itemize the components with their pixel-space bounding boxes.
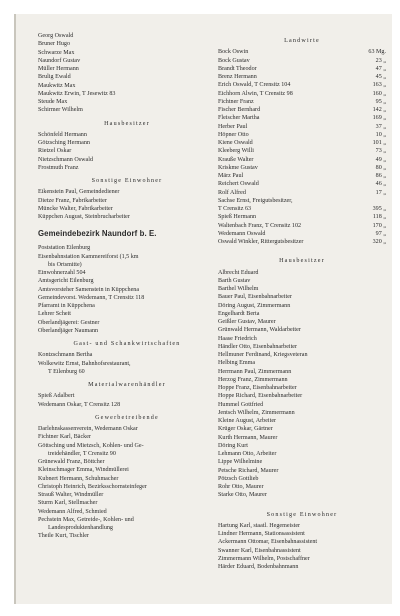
directory-entry [218, 73, 396, 81]
entry-text: Herzog Franz, Zimmermann [218, 376, 288, 383]
entry-text: Krüger Oskar, Gärtner [218, 426, 273, 433]
directory-entry [218, 475, 396, 483]
directory-entry [218, 318, 396, 326]
directory-entry [38, 32, 216, 40]
right-column [218, 32, 396, 571]
entry-text: Kleeberg Willi [218, 148, 254, 155]
entry-text: Georg Oswald [38, 33, 74, 39]
directory-entry [218, 197, 396, 205]
entry-text: Grünwald Hermann, Waldarbeiter [218, 327, 301, 334]
entry-acreage: 45 „ [375, 74, 386, 80]
directory-entry [218, 522, 396, 530]
directory-entry [38, 499, 216, 507]
entry-text: Theile Kurt, Tischler [38, 533, 89, 540]
directory-entry [218, 114, 396, 122]
directory-entry [38, 106, 216, 114]
directory-entry [38, 40, 216, 48]
directory-entry [218, 106, 396, 114]
directory-entry [38, 491, 216, 499]
section-heading: Sonstige Einwohner [266, 511, 338, 518]
directory-entry [218, 359, 396, 367]
entry-text: Kriskme Gustav [218, 164, 258, 171]
entry-text: Oberlandjägerei: Gestner [38, 319, 100, 326]
entry-acreage: 46 „ [375, 181, 386, 188]
entry-acreage: 170 „ [372, 222, 386, 229]
district-heading: Gemeindebezirk Naundorf b. E. [38, 229, 157, 239]
directory-entry [38, 244, 216, 252]
directory-entry [218, 205, 396, 213]
directory-entry [218, 147, 396, 155]
left-column [38, 32, 216, 541]
directory-entry [218, 351, 396, 359]
spacer [218, 500, 396, 506]
directory-entry [218, 164, 396, 172]
entry-text: Naundorf Gustav [38, 57, 81, 64]
entry-text: Haase Friedrich [218, 335, 257, 342]
entry-text: Pfarramt in Küppchena [38, 303, 95, 309]
section-heading: Hausbesitzer [104, 120, 150, 127]
directory-entry [38, 532, 216, 540]
entry-acreage: 395 „ [372, 206, 386, 212]
entry-text: Pechstein Max, Getreide-, Kohlen- und [38, 516, 134, 523]
directory-entry [38, 82, 216, 90]
entry-text: Eisenbahnstation Kammereiforst (1,5 km [38, 253, 139, 260]
directory-entry [218, 269, 396, 277]
entry-text: Amtsgericht Eilenburg [38, 278, 94, 285]
directory-entry [38, 131, 216, 139]
directory-entry [218, 555, 396, 563]
directory-entry [218, 156, 396, 164]
entry-text: Döring August, Zimmermann [218, 302, 291, 309]
directory-entry [218, 222, 396, 230]
entry-text: Kiene Oswald [218, 140, 253, 146]
entry-text: Fleischer Martha [218, 115, 260, 122]
entry-acreage: 47 „ [375, 65, 386, 72]
directory-entry [38, 164, 216, 172]
directory-entry [218, 563, 396, 571]
directory-entry [218, 213, 396, 221]
directory-entry [218, 98, 396, 106]
directory-entry [38, 351, 216, 359]
directory-entry [218, 547, 396, 555]
directory-entry [38, 516, 216, 524]
entry-text: Kurth Hermann, Maurer [218, 434, 278, 441]
entry-text: Brulig Ewald [38, 74, 71, 81]
entry-text: Händler Otto, Eisenbahnarbeiter [218, 343, 298, 350]
directory-entry [218, 189, 396, 197]
directory-entry [38, 310, 216, 318]
entry-text: Kontzschmann Bertha [38, 352, 93, 359]
directory-entry [38, 65, 216, 73]
entry-text: Hoppe Franz, Eisenbahnarbeiter [218, 385, 297, 391]
entry-text: Maukwitz Max [38, 82, 76, 89]
entry-text: Lindner Hermann, Stationsassistent [218, 531, 305, 537]
entry-text: Waltenbach Franz, T Crensitz 102 [218, 222, 302, 229]
entry-text: Müller Hermann [38, 66, 79, 72]
directory-entry [38, 277, 216, 285]
entry-text: Wolkewitz Ernst, Bahnhofsrestaurant, [38, 360, 131, 367]
directory-entry [218, 302, 396, 310]
entry-text: Wedemann Oskar, T Crensitz 128 [38, 401, 121, 408]
entry-text: Frostmuth Franz [38, 164, 79, 171]
entry-text: Oswald Winkler, Rittergutsbesitzer [218, 239, 304, 245]
entry-text: Krauße Walter [218, 156, 254, 163]
directory-entry [218, 491, 396, 499]
entry-text: Dietze Franz, Fabrikarbeiter [38, 197, 107, 204]
entry-text: Einwohnerzahl 504 [38, 270, 86, 276]
directory-entry [218, 310, 396, 318]
entry-text: Rohr Otto, Maurer [218, 484, 264, 490]
entry-text: Schönfeld Hermann [38, 131, 87, 138]
directory-entry [38, 508, 216, 516]
entry-text: Oberlandjäger Naumann [38, 327, 99, 334]
entry-text: Wedemann Alfred, Schmied [38, 508, 107, 515]
entry-acreage: 10 „ [375, 131, 386, 138]
entry-text: Schirmer Wilhelm [38, 107, 83, 114]
directory-entry [38, 205, 216, 213]
entry-text: Lippe Wilhelmine [218, 459, 263, 466]
entry-text: Sachse Ernst, Freigutsbesitzer, [218, 197, 293, 204]
directory-entry [218, 277, 396, 285]
entry-text: Brenz Hermann [218, 74, 257, 80]
directory-entry [218, 180, 396, 188]
entry-text: Ackermann Ottomar, Eisenbahnassistent [218, 539, 318, 546]
entry-text: Erich Oswald, T Crensitz 104 [218, 82, 291, 89]
entry-acreage: 169 „ [372, 115, 386, 122]
section-heading: Sonstige Einwohner [91, 178, 163, 184]
directory-entry [38, 90, 216, 98]
entry-acreage: 37 „ [375, 123, 386, 130]
entry-acreage: 49 „ [375, 156, 386, 163]
directory-entry [38, 450, 216, 458]
directory-entry [218, 343, 396, 351]
directory-entry [38, 147, 216, 155]
entry-text: Reichert Oswald [218, 181, 259, 188]
entry-text: Geißler Gustav, Maurer [218, 319, 276, 325]
entry-acreage: 101 „ [372, 140, 386, 146]
directory-entry [218, 467, 396, 475]
directory-entry [218, 442, 396, 450]
directory-entry [38, 73, 216, 81]
directory-entry [38, 197, 216, 205]
directory-entry [218, 384, 396, 392]
entry-acreage: 17 „ [375, 189, 386, 196]
directory-entry [218, 368, 396, 376]
entry-text: Albrecht Eduard [218, 269, 259, 276]
entry-acreage: 86 „ [375, 173, 386, 179]
directory-entry [218, 401, 396, 409]
directory-entry [218, 409, 396, 417]
directory-entry [218, 90, 396, 98]
directory-entry [38, 425, 216, 433]
entry-text: Küppchen August, Steinbrucharbeiter [38, 214, 130, 220]
entry-text: Kubnert Hermann, Schuhmacher [38, 475, 119, 482]
entry-text: Barth Gustav [218, 277, 251, 284]
directory-entry [218, 538, 396, 546]
entry-text: treidehändler, T Crensitz 90 [48, 450, 116, 457]
directory-entry [218, 230, 396, 238]
directory-entry [218, 326, 396, 334]
entry-text: Bock Gustav [218, 57, 250, 64]
entry-text: Zimmermann Wilhelm, Postschaffner [218, 555, 310, 562]
entry-text: Brandt Theodor [218, 65, 257, 72]
directory-entry [38, 286, 216, 294]
entry-text: Nietzschmann Oswald [38, 156, 93, 163]
entry-text: Wedemann Oswald [218, 230, 266, 237]
entry-acreage: 160 „ [372, 90, 386, 97]
directory-entry [218, 530, 396, 538]
entry-text: Härder Eduard, Bodenbahnmann [218, 564, 299, 570]
entry-text: Grünewald Franz, Böttcher [38, 459, 105, 465]
directory-entry [218, 238, 396, 246]
entry-text: Poststation Eilenburg [38, 245, 91, 252]
entry-acreage: 63 Mg. [368, 49, 386, 56]
entry-text: Pötzsch Gottlieb [218, 475, 259, 482]
entry-text: Bruner Hugo [38, 41, 70, 48]
entry-text: Hoppe Richard, Eisenbahnarbeiter [218, 393, 303, 400]
entry-text: Sturm Karl, Stellmacher [38, 500, 98, 507]
directory-entry [38, 49, 216, 57]
entry-text: Hellmuner Ferdinand, Kriegsveteran [218, 352, 308, 358]
directory-entry [38, 261, 216, 269]
directory-entry [38, 327, 216, 335]
entry-text: Starke Otto, Maurer [218, 492, 267, 499]
entry-text: Engelhardt Berta [218, 310, 260, 317]
entry-text: Jentsch Wilhelm, Zimmermann [218, 409, 295, 416]
directory-entry [38, 433, 216, 441]
directory-entry [218, 57, 396, 65]
directory-entry [38, 458, 216, 466]
directory-entry [218, 450, 396, 458]
entry-text: Landesproduktenhandlung [48, 525, 113, 531]
directory-entry [38, 213, 216, 221]
entry-text: Amtsvorsteher Samenstein in Küppchena [38, 286, 140, 293]
directory-entry [218, 65, 396, 73]
entry-text: März Paul [218, 173, 244, 179]
section-heading: Materialwarenhändler [88, 382, 166, 388]
entry-text: Hartung Karl, staatl. Hegemeister [218, 522, 301, 529]
directory-entry [38, 98, 216, 106]
entry-text: Eikenstein Paul, Gemeindediener [38, 189, 120, 196]
entry-text: Götzsching Hermann [38, 140, 90, 146]
entry-text: Lehmann Otto, Arbeiter [218, 451, 277, 457]
entry-text: Darlehnskassenverein, Wedemann Oskar [38, 426, 138, 432]
entry-text: Rietzel Oskar [38, 148, 72, 155]
directory-entry [218, 285, 396, 293]
directory-page [14, 14, 392, 604]
directory-entry [38, 319, 216, 327]
spacer [218, 246, 396, 252]
directory-entry [218, 417, 396, 425]
directory-entry [38, 360, 216, 368]
entry-text: Barthel Wilhelm [218, 286, 259, 292]
entry-text: bis Ortsmitte) [48, 261, 82, 268]
entry-text: Herrmann Paul, Zimmermann [218, 368, 292, 375]
entry-text: Bauer Paul, Eisenbahnarbeiter [218, 294, 292, 301]
entry-acreage: 97 „ [375, 230, 386, 237]
entry-acreage: 320 „ [372, 239, 386, 245]
entry-text: Höpner Otto [218, 131, 249, 138]
directory-entry [218, 48, 396, 56]
entry-text: Spieß Adalbert [38, 393, 75, 400]
directory-entry [38, 401, 216, 409]
entry-acreage: 95 „ [375, 98, 386, 105]
entry-acreage: 80 „ [375, 164, 386, 171]
directory-entry [218, 434, 396, 442]
directory-entry [38, 524, 216, 532]
directory-entry [218, 81, 396, 89]
entry-acreage: 142 „ [372, 107, 386, 113]
directory-entry [218, 483, 396, 491]
entry-text: Strauß Walter, Windmüller [38, 492, 104, 498]
directory-entry [38, 156, 216, 164]
directory-entry [38, 294, 216, 302]
entry-text: Göttsching und Mietzsch, Kohlen- und Ge- [38, 442, 144, 449]
entry-acreage: 163 „ [372, 82, 386, 89]
entry-text: Fichtner Franz [218, 98, 254, 105]
directory-entry [218, 139, 396, 147]
entry-text: Eichhorn Alwin, T Crensitz 98 [218, 90, 293, 97]
entry-acreage: 118 „ [372, 214, 386, 221]
directory-entry [218, 458, 396, 466]
directory-entry [218, 293, 396, 301]
entry-text: Steude Max [38, 99, 68, 105]
entry-text: Kleine August, Arbeiter [218, 418, 277, 424]
directory-entry [218, 131, 396, 139]
directory-entry [38, 475, 216, 483]
directory-entry [38, 57, 216, 65]
entry-text: T Eilenburg 60 [48, 368, 85, 375]
entry-text: Herber Paul [218, 123, 248, 130]
entry-text: Gemeindevorst. Wedemann, T Crensitz 118 [38, 294, 145, 301]
directory-entry [218, 172, 396, 180]
entry-text: Fichtner Karl, Bäcker [38, 434, 91, 441]
section-heading: Gewerbetreibende [95, 414, 159, 421]
directory-entry [218, 376, 396, 384]
directory-entry [38, 466, 216, 474]
directory-entry [38, 269, 216, 277]
directory-entry [38, 139, 216, 147]
section-heading: Gast- und Schankwirtschaften [73, 341, 181, 347]
entry-text: Lehrer Scheit [38, 311, 71, 318]
entry-text: Swanner Karl, Eisenbahnassistent [218, 547, 301, 554]
directory-entry [38, 368, 216, 376]
entry-acreage: 73 „ [375, 148, 386, 155]
entry-text: Petsche Richard, Maurer [218, 467, 279, 474]
directory-entry [38, 188, 216, 196]
entry-text: T Crensitz 63 [218, 206, 252, 212]
entry-text: Schwarze Max [38, 49, 75, 56]
entry-text: Maukwitz Erwin, T Jesewitz 83 [38, 90, 116, 97]
directory-entry [38, 483, 216, 491]
entry-text: Rolf Alfred [218, 189, 246, 196]
entry-text: Müncke Walter, Fabrikarbeiter [38, 205, 113, 212]
entry-text: Helbing Emma [218, 360, 256, 367]
directory-entry [218, 392, 396, 400]
entry-text: Hummel Gottfried [218, 401, 264, 408]
directory-entry [218, 425, 396, 433]
entry-text: Christoph Heinrich, Bezirksschornsteinfeger [38, 483, 147, 490]
section-heading: Hausbesitzer [279, 258, 325, 265]
directory-entry [38, 302, 216, 310]
entry-text: Döring Kurt [218, 442, 248, 449]
section-heading: Landwirte [284, 38, 320, 44]
directory-entry [38, 392, 216, 400]
entry-acreage: 23 „ [375, 57, 386, 64]
directory-entry [38, 442, 216, 450]
entry-text: Fischer Bernhard [218, 107, 261, 113]
directory-entry [38, 253, 216, 261]
directory-entry [218, 123, 396, 131]
entry-text: Kleinschmager Emma, Windmüllerei [38, 467, 129, 474]
directory-entry [218, 335, 396, 343]
entry-text: Bock Oswin [218, 49, 249, 56]
entry-text: Spieß Hermann [218, 214, 257, 221]
